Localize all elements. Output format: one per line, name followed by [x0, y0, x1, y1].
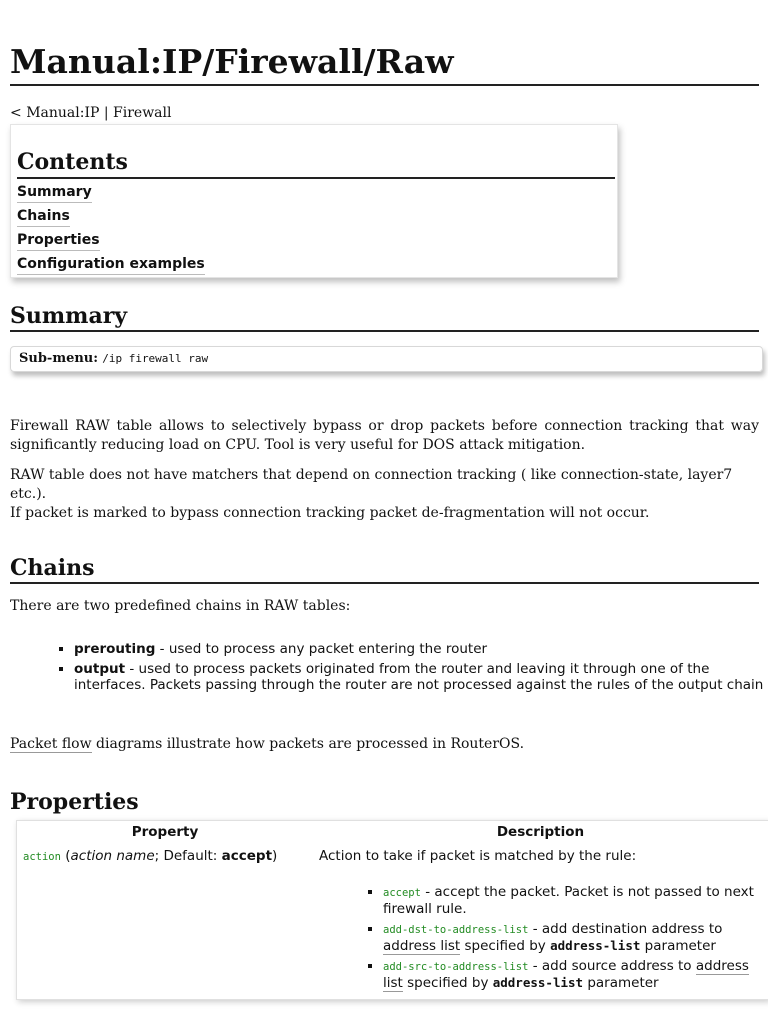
property-default-label: ; Default:	[154, 848, 222, 864]
packet-flow-text: diagrams illustrate how packets are processed in RouterOS.	[91, 736, 525, 752]
actions-list	[319, 884, 762, 991]
address-list-link[interactable]: address list	[383, 958, 749, 991]
description-intro: Action to take if packet is matched by the rule:	[319, 848, 637, 864]
summary-paragraph-2-line-2: If packet is marked to bypass connection tracking packet de-fragmentation will not occur.	[10, 505, 650, 521]
property-type: action name	[70, 848, 155, 864]
list-item	[74, 661, 764, 693]
action-text-add-dst: - add destination address to	[528, 921, 723, 937]
chain-desc-prerouting: - used to process any packet entering the router	[155, 641, 488, 657]
list-item	[383, 884, 762, 917]
table-row	[17, 844, 768, 1000]
list-item	[383, 958, 762, 991]
list-item	[74, 641, 764, 657]
action-code-add-src: add-src-to-address-list	[383, 961, 529, 973]
chains-intro: There are two predefined chains in RAW tables:	[10, 598, 351, 614]
action-param-add-dst: address-list	[550, 938, 641, 953]
chain-name-prerouting: prerouting	[74, 641, 156, 657]
breadcrumb-link-firewall[interactable]: Firewall	[113, 105, 172, 121]
summary-heading: Summary	[10, 302, 759, 332]
table-header-row	[17, 821, 768, 845]
property-cell	[17, 844, 314, 1000]
submenu-box	[10, 346, 763, 372]
action-code-accept: accept	[383, 887, 421, 899]
toc-item-properties[interactable]: Properties	[17, 231, 100, 251]
breadcrumb-prefix: <	[10, 105, 27, 121]
summary-paragraph-1: Firewall RAW table allows to selectively bypass or drop packets before connection tracking that way significantly reducing load on CPU. Tool is very useful for DOS attack mitigation.	[10, 418, 759, 453]
action-text2-add-src: specified by	[402, 975, 493, 991]
breadcrumb-separator: |	[99, 105, 114, 121]
action-text3-add-src: parameter	[583, 975, 659, 991]
breadcrumb-link-ip[interactable]: Manual:IP	[26, 105, 100, 121]
properties-heading: Properties	[10, 789, 139, 815]
property-close: )	[272, 848, 278, 864]
property-default-value: accept	[221, 848, 273, 864]
summary-paragraph-2-line-1: RAW table does not have matchers that depend on connection tracking ( like connection-state, layer7 etc.).	[10, 467, 733, 502]
packet-flow-paragraph	[10, 735, 759, 754]
description-cell	[313, 844, 768, 1000]
action-text2-add-dst: specified by	[460, 938, 551, 954]
action-text3-add-dst: parameter	[640, 938, 716, 954]
summary-paragraph-2	[10, 466, 759, 523]
table-of-contents	[10, 124, 618, 278]
property-open: (	[60, 848, 71, 864]
page-title: Manual:IP/Firewall/Raw	[10, 42, 759, 86]
action-text-add-src: - add source address to	[528, 958, 696, 974]
address-list-link[interactable]: address list	[383, 938, 461, 954]
chain-desc-output: - used to process packets originated from the router and leaving it through one of the interfaces. Packets passing through the router are not processed against the rules of the output chain	[74, 661, 764, 693]
properties-table	[16, 820, 768, 1000]
toc-item-summary[interactable]: Summary	[17, 183, 92, 203]
column-header-description: Description	[496, 824, 585, 840]
toc-item-configuration-examples[interactable]: Configuration examples	[17, 255, 205, 275]
packet-flow-link[interactable]: Packet flow	[10, 736, 92, 752]
action-code-add-dst: add-dst-to-address-list	[383, 924, 529, 936]
submenu-path: /ip firewall raw	[102, 352, 209, 365]
toc-item-chains[interactable]: Chains	[17, 207, 70, 227]
action-param-add-src: address-list	[492, 975, 584, 990]
chains-list	[62, 641, 764, 697]
action-text-accept: - accept the packet. Packet is not passed to next firewall rule.	[383, 884, 754, 917]
chains-heading: Chains	[10, 554, 759, 584]
chain-name-output: output	[74, 661, 126, 677]
list-item	[383, 921, 762, 954]
toc-title: Contents	[17, 147, 615, 179]
property-code: action	[23, 851, 61, 863]
column-header-property: Property	[131, 824, 199, 840]
submenu-label: Sub-menu:	[19, 351, 99, 366]
breadcrumb	[10, 105, 172, 121]
